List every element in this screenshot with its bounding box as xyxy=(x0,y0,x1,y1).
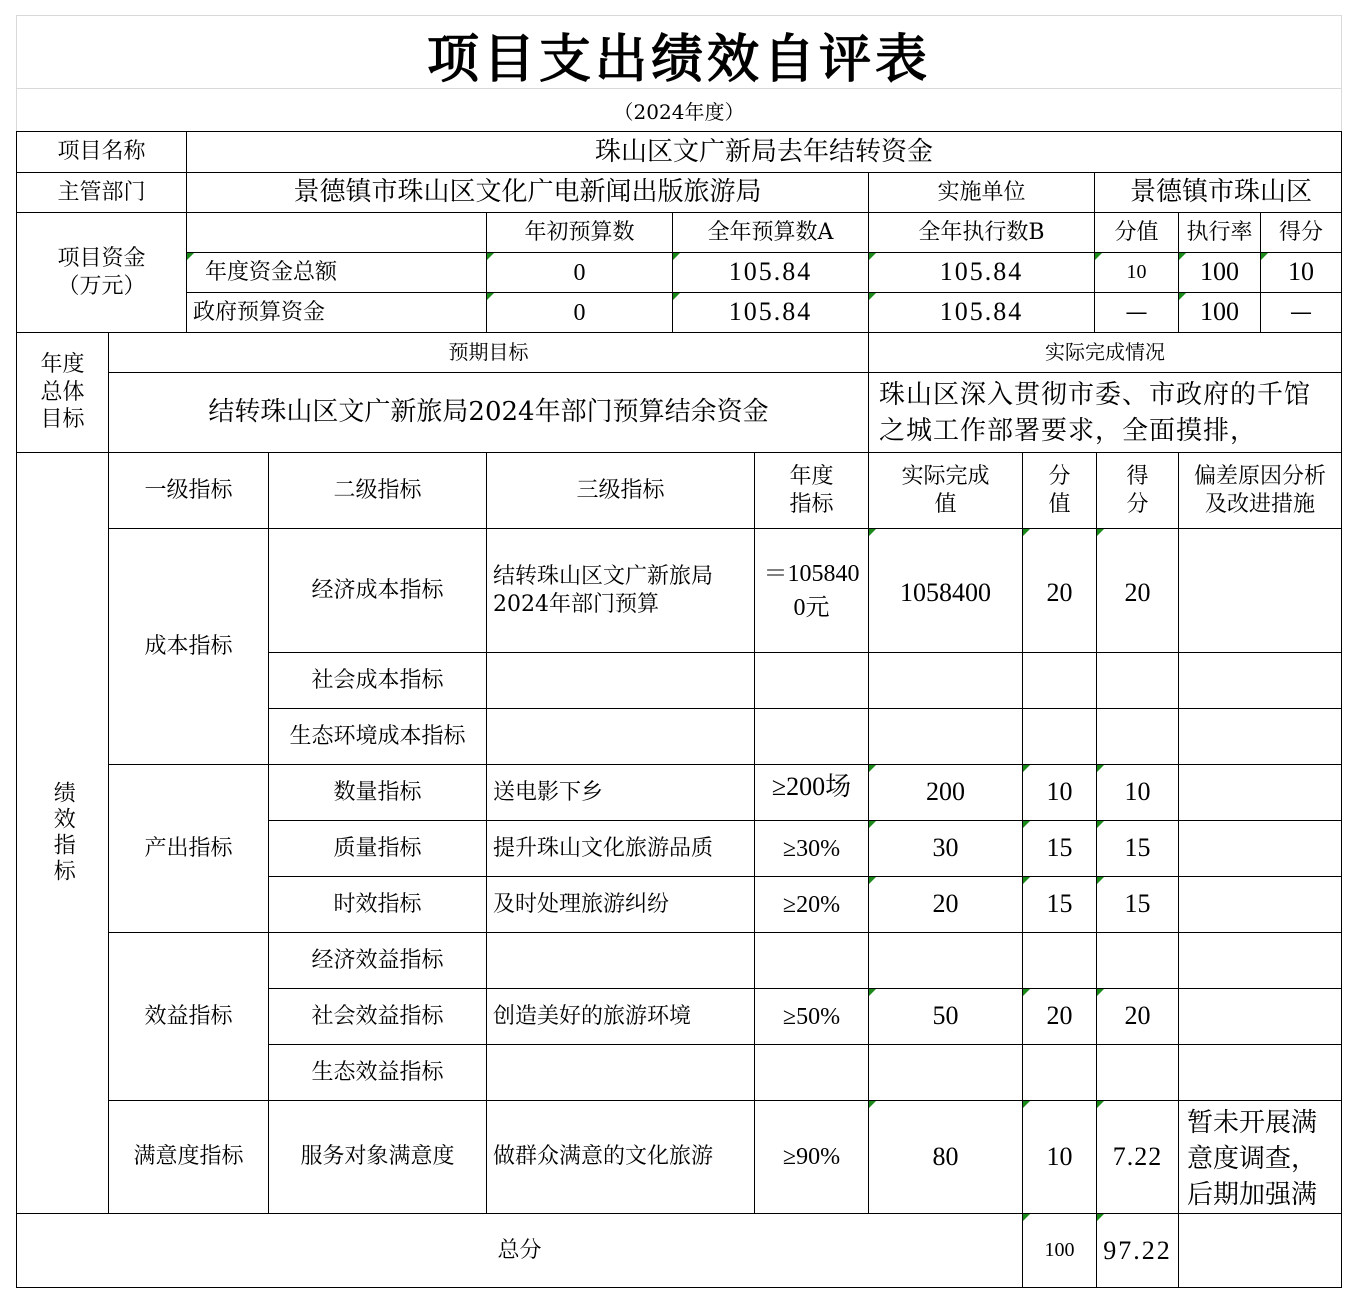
benefit-social-weight: 20 xyxy=(1022,988,1097,1045)
goals-label: 年度总体目标 xyxy=(16,332,109,453)
output-timeliness-weight: 15 xyxy=(1022,876,1097,933)
level1-cost: 成本指标 xyxy=(108,528,269,765)
satisfaction-level3: 做群众满意的文化旅游 xyxy=(486,1100,755,1214)
output-quantity-target: ≥200场 xyxy=(754,764,869,821)
project-name-value: 珠山区文广新局去年结转资金 xyxy=(186,131,1342,173)
cost-eco-weight xyxy=(1022,708,1097,765)
benefit-economic-target xyxy=(754,932,869,989)
funds-row-total-initial: 0 xyxy=(486,252,673,293)
benefit-social-note xyxy=(1178,988,1342,1045)
output-timeliness-note xyxy=(1178,876,1342,933)
dept-label: 主管部门 xyxy=(16,172,187,213)
benefit-social-target: ≥50% xyxy=(754,988,869,1045)
benefit-social-actual: 50 xyxy=(868,988,1023,1045)
funds-row-total-annual: 105.84 xyxy=(672,252,869,293)
output-quality-note xyxy=(1178,820,1342,877)
output-timeliness-target: ≥20% xyxy=(754,876,869,933)
benefit-eco-level2: 生态效益指标 xyxy=(268,1044,487,1101)
cost-social-note xyxy=(1178,652,1342,709)
output-quality-level2: 质量指标 xyxy=(268,820,487,877)
indicators-label xyxy=(16,452,109,1214)
cost-economic-weight: 20 xyxy=(1022,528,1097,653)
benefit-eco-level3 xyxy=(486,1044,755,1101)
funds-header-initial: 年初预算数 xyxy=(486,212,673,253)
funds-label: 项目资金（万元） xyxy=(16,212,187,333)
cost-social-weight xyxy=(1022,652,1097,709)
goals-actual-header: 实际完成情况 xyxy=(868,332,1342,373)
output-quantity-score: 10 xyxy=(1096,764,1179,821)
funds-row-total-name: 年度资金总额 xyxy=(186,252,487,293)
benefit-eco-weight xyxy=(1022,1044,1097,1101)
cost-eco-target xyxy=(754,708,869,765)
goals-actual-text: 珠山区深入贯彻市委、市政府的千馆之城工作部署要求，全面摸排， xyxy=(868,372,1342,453)
cost-economic-level2: 经济成本指标 xyxy=(268,528,487,653)
satisfaction-score: 7.22 xyxy=(1096,1100,1179,1214)
benefit-eco-note xyxy=(1178,1044,1342,1101)
cost-social-level3 xyxy=(486,652,755,709)
benefit-eco-actual xyxy=(868,1044,1023,1101)
ind-header-level2: 二级指标 xyxy=(268,452,487,529)
output-quality-actual: 30 xyxy=(868,820,1023,877)
cost-eco-note xyxy=(1178,708,1342,765)
ind-header-note: 偏差原因分析及改进措施 xyxy=(1178,452,1342,529)
project-name-label: 项目名称 xyxy=(16,131,187,173)
funds-row-total-score: 10 xyxy=(1260,252,1342,293)
level1-benefit: 效益指标 xyxy=(108,932,269,1101)
dept-value: 景德镇市珠山区文化广电新闻出版旅游局 xyxy=(186,172,869,213)
funds-row-total-rate: 100 xyxy=(1178,252,1261,293)
funds-row-gov-score: — xyxy=(1260,292,1342,333)
output-timeliness-level3: 及时处理旅游纠纷 xyxy=(486,876,755,933)
output-quality-target: ≥30% xyxy=(754,820,869,877)
output-quantity-weight: 10 xyxy=(1022,764,1097,821)
cost-social-level2: 社会成本指标 xyxy=(268,652,487,709)
funds-row-total-executed: 105.84 xyxy=(868,252,1095,293)
indicators-label-text: 绩效指标 xyxy=(50,781,76,885)
satisfaction-weight: 10 xyxy=(1022,1100,1097,1214)
total-weight: 100 xyxy=(1022,1213,1097,1288)
page-title: 项目支出绩效自评表 xyxy=(426,28,931,90)
goals-expected-text: 结转珠山区文广新旅局2024年部门预算结余资金 xyxy=(108,372,869,453)
cost-social-score xyxy=(1096,652,1179,709)
cost-social-target xyxy=(754,652,869,709)
output-timeliness-actual: 20 xyxy=(868,876,1023,933)
funds-row-gov-name: 政府预算资金 xyxy=(186,292,487,333)
total-label: 总分 xyxy=(16,1213,1023,1288)
satisfaction-level2: 服务对象满意度 xyxy=(268,1100,487,1214)
output-quality-weight: 15 xyxy=(1022,820,1097,877)
level1-satisfaction: 满意度指标 xyxy=(108,1100,269,1214)
ind-header-level1: 一级指标 xyxy=(108,452,269,529)
satisfaction-target: ≥90% xyxy=(754,1100,869,1214)
funds-row-total-weight: 10 xyxy=(1094,252,1179,293)
funds-header-weight: 分值 xyxy=(1094,212,1179,253)
ind-header-level3: 三级指标 xyxy=(486,452,755,529)
output-quantity-level3: 送电影下乡 xyxy=(486,764,755,821)
cost-eco-level2: 生态环境成本指标 xyxy=(268,708,487,765)
benefit-economic-level3 xyxy=(486,932,755,989)
total-score: 97.22 xyxy=(1096,1213,1179,1288)
funds-header-rate: 执行率 xyxy=(1178,212,1261,253)
unit-label: 实施单位 xyxy=(868,172,1095,213)
output-quality-level3: 提升珠山文化旅游品质 xyxy=(486,820,755,877)
output-quantity-actual: 200 xyxy=(868,764,1023,821)
satisfaction-note: 暂未开展满意度调查，后期加强满 xyxy=(1178,1100,1342,1214)
cost-economic-level3: 结转珠山区文广新旅局2024年部门预算 xyxy=(486,528,755,653)
benefit-economic-weight xyxy=(1022,932,1097,989)
funds-header-score: 得分 xyxy=(1260,212,1342,253)
funds-row-gov-executed: 105.84 xyxy=(868,292,1095,333)
total-note xyxy=(1178,1213,1342,1288)
funds-header-annual: 全年预算数A xyxy=(672,212,869,253)
cost-economic-target: ＝1058400元 xyxy=(754,528,869,653)
funds-row-gov-annual: 105.84 xyxy=(672,292,869,333)
output-quality-score: 15 xyxy=(1096,820,1179,877)
page-subtitle: （2024年度） xyxy=(613,99,745,124)
output-timeliness-score: 15 xyxy=(1096,876,1179,933)
cost-economic-note xyxy=(1178,528,1342,653)
ind-header-actual: 实际完成值 xyxy=(868,452,1023,529)
unit-value: 景德镇市珠山区 xyxy=(1094,172,1342,213)
output-quantity-level2: 数量指标 xyxy=(268,764,487,821)
funds-header-executed: 全年执行数B xyxy=(868,212,1095,253)
benefit-economic-note xyxy=(1178,932,1342,989)
benefit-eco-score xyxy=(1096,1044,1179,1101)
benefit-social-score: 20 xyxy=(1096,988,1179,1045)
funds-header-blank xyxy=(186,212,487,253)
goals-expected-header: 预期目标 xyxy=(108,332,869,373)
benefit-economic-level2: 经济效益指标 xyxy=(268,932,487,989)
ind-header-target: 年度指标 xyxy=(754,452,869,529)
output-quantity-note xyxy=(1178,764,1342,821)
satisfaction-actual: 80 xyxy=(868,1100,1023,1214)
ind-header-score: 得分 xyxy=(1096,452,1179,529)
benefit-eco-target xyxy=(754,1044,869,1101)
funds-row-gov-rate: 100 xyxy=(1178,292,1261,333)
level1-output: 产出指标 xyxy=(108,764,269,933)
funds-row-gov-weight: — xyxy=(1094,292,1179,333)
benefit-social-level2: 社会效益指标 xyxy=(268,988,487,1045)
cost-eco-actual xyxy=(868,708,1023,765)
ind-header-weight: 分值 xyxy=(1022,452,1097,529)
funds-row-gov-initial: 0 xyxy=(486,292,673,333)
cost-economic-score: 20 xyxy=(1096,528,1179,653)
cost-eco-level3 xyxy=(486,708,755,765)
cost-eco-score xyxy=(1096,708,1179,765)
benefit-economic-score xyxy=(1096,932,1179,989)
cost-economic-actual: 1058400 xyxy=(868,528,1023,653)
cost-social-actual xyxy=(868,652,1023,709)
output-timeliness-level2: 时效指标 xyxy=(268,876,487,933)
benefit-social-level3: 创造美好的旅游环境 xyxy=(486,988,755,1045)
benefit-economic-actual xyxy=(868,932,1023,989)
